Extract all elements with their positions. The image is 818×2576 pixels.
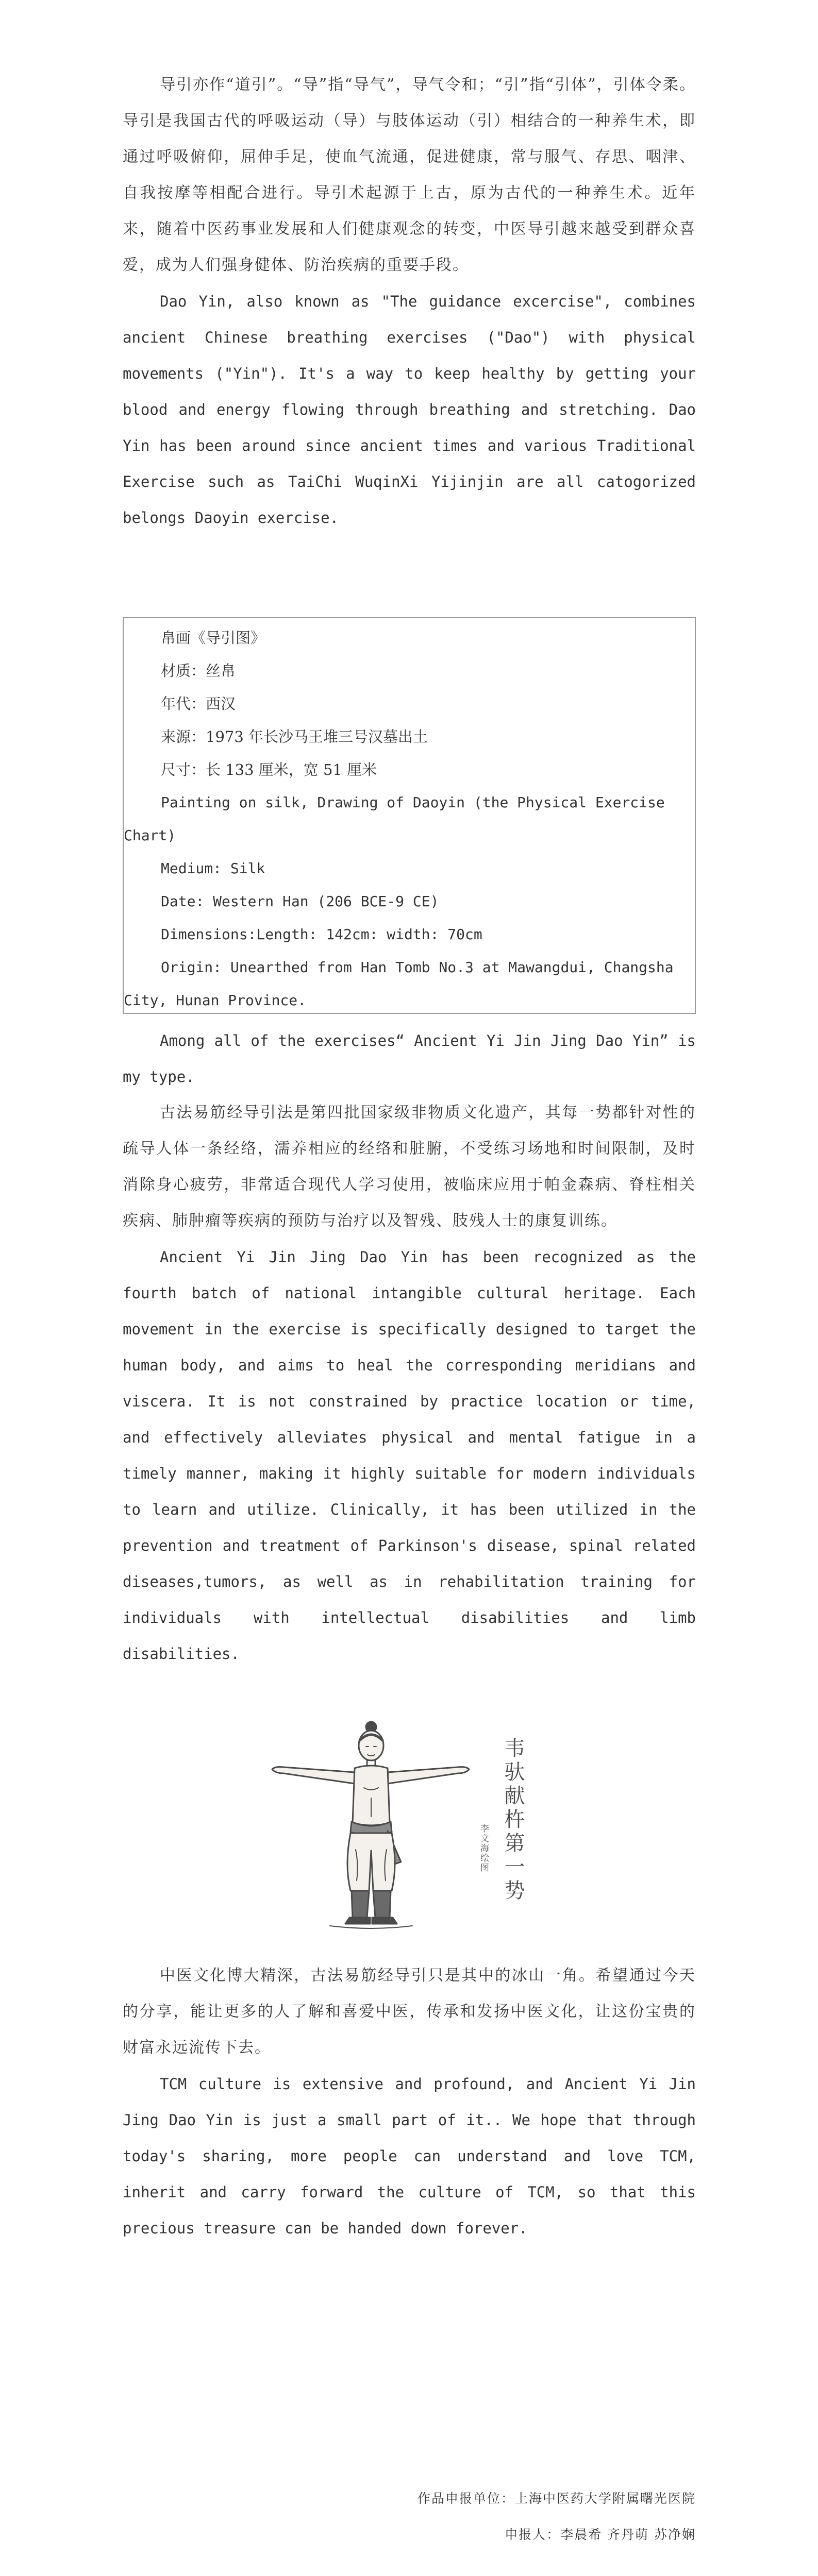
credit-applicants: 申报人：李晨希 齐丹萌 苏净娴 xyxy=(505,2527,696,2542)
artifact-en-title: Painting on silk, Drawing of Daoyin (the Physical Exercise Chart) xyxy=(124,794,665,844)
artifact-en-date: Date: Western Han (206 BCE-9 CE) xyxy=(161,893,439,910)
artifact-zh-era: 年代：西汉 xyxy=(161,695,236,713)
closing-zh-paragraph: 中医文化博大精深，古法易筋经导引只是其中的冰山一角。希望通过今天的分享，能让更多的人了解和喜爱中医，传承和发扬中医文化，让这份宝贵的财富永远流传下去。 xyxy=(123,1967,696,2057)
artifact-zh-size: 尺寸：长 133 厘米，宽 51 厘米 xyxy=(161,761,377,778)
intro-zh-paragraph: 导引亦作“道引”。“导”指“导气”，导气令和；“引”指“引体”，引体令柔。导引是我国古代的呼吸运动（导）与肢体运动（引）相结合的一种养生术，即通过呼吸俯仰，屈伸手足，使血气流通，促进健康，常与服气、存思、咽津、自我按摩等相配合进行。导引术起源于上古，原为古代的一种养生术。近年来，随着中医药事业发展和人们健康观念的转变，中医导引越来越受到群众喜爱，成为人们强身健体、防治疾病的重要手段。 xyxy=(123,76,696,274)
artifact-en-dimensions: Dimensions:Length: 142cm: width: 70cm xyxy=(161,926,482,943)
intro-en-paragraph: Dao Yin, also known as "The guidance excercise", combines ancient Chinese breathing exercises ("Dao") with physical movements ("Yin"). It's a way to keep healthy by getting your blood and energy flowing through breathing and stretching. Dao Yin has been around since ancient times and various Traditional Exercise such as TaiChi WuqinXi Yijinjin are all catogorized belongs Daoyin exercise. xyxy=(123,293,696,527)
artifact-zh-title: 帛画《导引图》 xyxy=(161,629,266,647)
illustration-caption-side: 李文海绘图 xyxy=(478,1824,489,1873)
yijinjing-en-paragraph: Ancient Yi Jin Jing Dao Yin has been recognized as the fourth batch of national intangible cultural heritage. Each movement in the exercise is specifically designed to target the human body, and aims to heal the corresponding meridians and viscera. It is not constrained by practice location or time, and effectively alleviates physical and mental fatigue in a timely manner, making it highly suitable for modern individuals to learn and utilize. Clinically, it has been utilized in the prevention and treatment of Parkinson's disease, spinal related diseases,tumors, as well as in rehabilitation training for individuals with intellectual disabilities and limb disabilities. xyxy=(123,1248,696,1663)
artifact-info-box xyxy=(123,617,696,1014)
artifact-en-medium: Medium: Silk xyxy=(161,860,265,877)
exercise-figure-illustration xyxy=(268,1716,557,1932)
yijinjing-section xyxy=(123,1023,696,1672)
intro-section xyxy=(123,67,696,536)
closing-section xyxy=(123,1958,696,2246)
illustration-caption-main: 韦驮献杵第一势 xyxy=(501,1737,525,1903)
yijinjing-zh-paragraph: 古法易筋经导引法是第四批国家级非物质文化遗产，其每一势都针对性的疏导人体一条经络，濡养相应的经络和脏腑，不受练习场地和时间限制，及时消除身心疲劳，非常适合现代人学习使用，被临床应用于帕金森病、脊柱相关疾病、肺肿瘤等疾病的预防与治疗以及智残、肢残人士的康复训练。 xyxy=(123,1104,696,1230)
closing-en-paragraph: TCM culture is extensive and profound, and Ancient Yi Jin Jing Dao Yin is just a small part of it.. We hope that through today's sharing, more people can understand and love TCM, inherit and carry forward the culture of TCM, so that this precious treasure can be handed down forever. xyxy=(123,2075,696,2237)
artifact-zh-material: 材质：丝帛 xyxy=(161,662,236,680)
artifact-zh-source: 来源：1973 年长沙马王堆三号汉墓出土 xyxy=(161,728,428,745)
credit-unit: 作品申报单位：上海中医药大学附属曙光医院 xyxy=(417,2491,696,2506)
artifact-en-origin: Origin: Unearthed from Han Tomb No.3 at Mawangdui, Changsha City, Hunan Province. xyxy=(124,959,674,1009)
type-line: Among all of the exercises“ Ancient Yi Jin Jing Dao Yin” is my type. xyxy=(123,1032,696,1086)
